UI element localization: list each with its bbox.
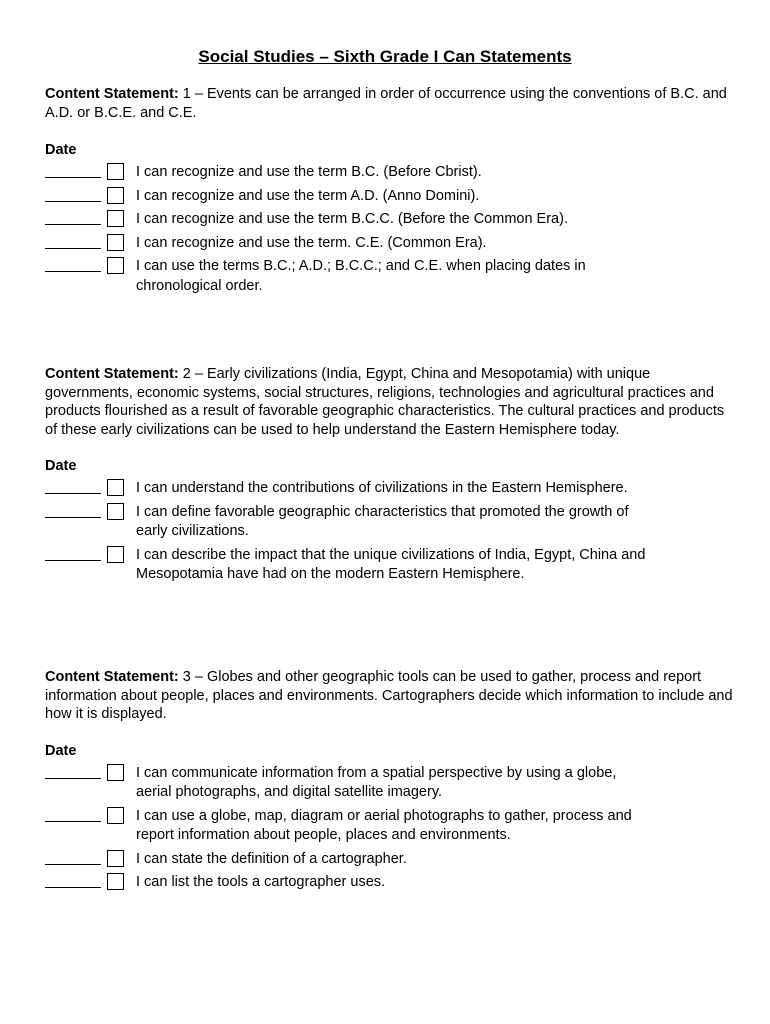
date-blank[interactable] [45, 224, 101, 225]
statement-body: 1 – Events can be arranged in order of occurrence using the conventions of B.C. and A.D. or B.C.E. and C.E. [45, 86, 727, 121]
statement-body: 3 – Globes and other geographic tools can be used to gather, process and report information about people, places and environments. Cartographers decide which information to include and how it is displayed. [45, 669, 733, 722]
item-text: I can recognize and use the term. C.E. (Common Era). [136, 234, 487, 251]
date-blank[interactable] [45, 493, 101, 494]
item-text: I can understand the contributions of civilizations in the Eastern Hemisphere. [136, 480, 628, 496]
checkbox[interactable] [107, 479, 124, 496]
checklist-item [45, 257, 616, 296]
statement-text [45, 365, 735, 439]
checkbox[interactable] [107, 210, 124, 227]
checklist-item [45, 850, 646, 870]
item-text: I can state the definition of a cartographer. [136, 850, 407, 867]
checklist-item [45, 807, 646, 846]
checklist-item [45, 234, 616, 254]
statement-label: Content Statement: [45, 86, 179, 102]
checkbox[interactable] [107, 764, 124, 781]
date-blank[interactable] [45, 864, 101, 865]
checklist-item [45, 187, 616, 207]
statement-label: Content Statement: [45, 366, 179, 382]
statement-text [45, 668, 735, 724]
item-text: I can list the tools a cartographer uses. [136, 874, 386, 890]
item-text: I can describe the impact that the unique civilizations of India, Egypt, China and Mesopotamia have had on the modern Eastern Hemisphere. [136, 546, 646, 582]
date-blank[interactable] [45, 177, 101, 178]
date-header: Date [45, 742, 77, 759]
item-text: I can communicate information from a spatial perspective by using a globe, aerial photographs, and digital satellite imagery. [136, 764, 617, 800]
date-blank[interactable] [45, 778, 101, 779]
checklist-item [45, 764, 646, 803]
date-blank[interactable] [45, 560, 101, 561]
date-blank[interactable] [45, 887, 101, 888]
checkbox[interactable] [107, 873, 124, 890]
checkbox[interactable] [107, 503, 124, 520]
item-text: I can use the terms B.C.; A.D.; B.C.C.; and C.E. when placing dates in chronological order. [136, 258, 586, 294]
statement-body: 2 – Early civilizations (India, Egypt, China and Mesopotamia) with unique governments, economic systems, social structures, religions, technologies and agricultural practices and products flourished as a result of favorable geographic characteristics. The cultural practices and products of these early civilizations can be used to help understand the Eastern Hemisphere today. [45, 366, 725, 438]
item-text: I can recognize and use the term B.C. (Before Cbrist). [136, 164, 482, 180]
date-blank[interactable] [45, 517, 101, 518]
checklist-item [45, 479, 646, 499]
item-text: I can use a globe, map, diagram or aerial photographs to gather, process and report information about people, places and environments. [136, 807, 632, 843]
checklist-item [45, 163, 616, 183]
page-title: Social Studies – Sixth Grade I Can Statements [198, 47, 572, 66]
date-header: Date [45, 142, 77, 158]
checklist-item [45, 873, 646, 893]
date-blank[interactable] [45, 821, 101, 822]
checklist-item [45, 546, 646, 585]
checkbox[interactable] [107, 187, 124, 204]
checklist [45, 479, 735, 585]
checklist-item [45, 503, 646, 542]
date-blank[interactable] [45, 248, 101, 249]
checkbox[interactable] [107, 546, 124, 563]
date-blank[interactable] [45, 201, 101, 202]
checkbox[interactable] [107, 163, 124, 180]
statement-label: Content Statement: [45, 669, 179, 685]
date-header: Date [45, 458, 77, 474]
item-text: I can define favorable geographic characteristics that promoted the growth of early civilizations. [136, 503, 629, 539]
checklist-item [45, 210, 616, 230]
checkbox[interactable] [107, 257, 124, 274]
checkbox[interactable] [107, 850, 124, 867]
checkbox[interactable] [107, 234, 124, 251]
content-statement-1 [45, 85, 735, 300]
item-text: I can recognize and use the term A.D. (Anno Domini). [136, 187, 480, 204]
statement-text [45, 85, 735, 122]
content-statement-3 [45, 668, 735, 897]
item-text: I can recognize and use the term B.C.C. (Before the Common Era). [136, 211, 568, 227]
date-blank[interactable] [45, 271, 101, 272]
checkbox[interactable] [107, 807, 124, 824]
checklist [45, 764, 735, 893]
checklist [45, 163, 735, 296]
content-statement-2 [45, 365, 735, 589]
